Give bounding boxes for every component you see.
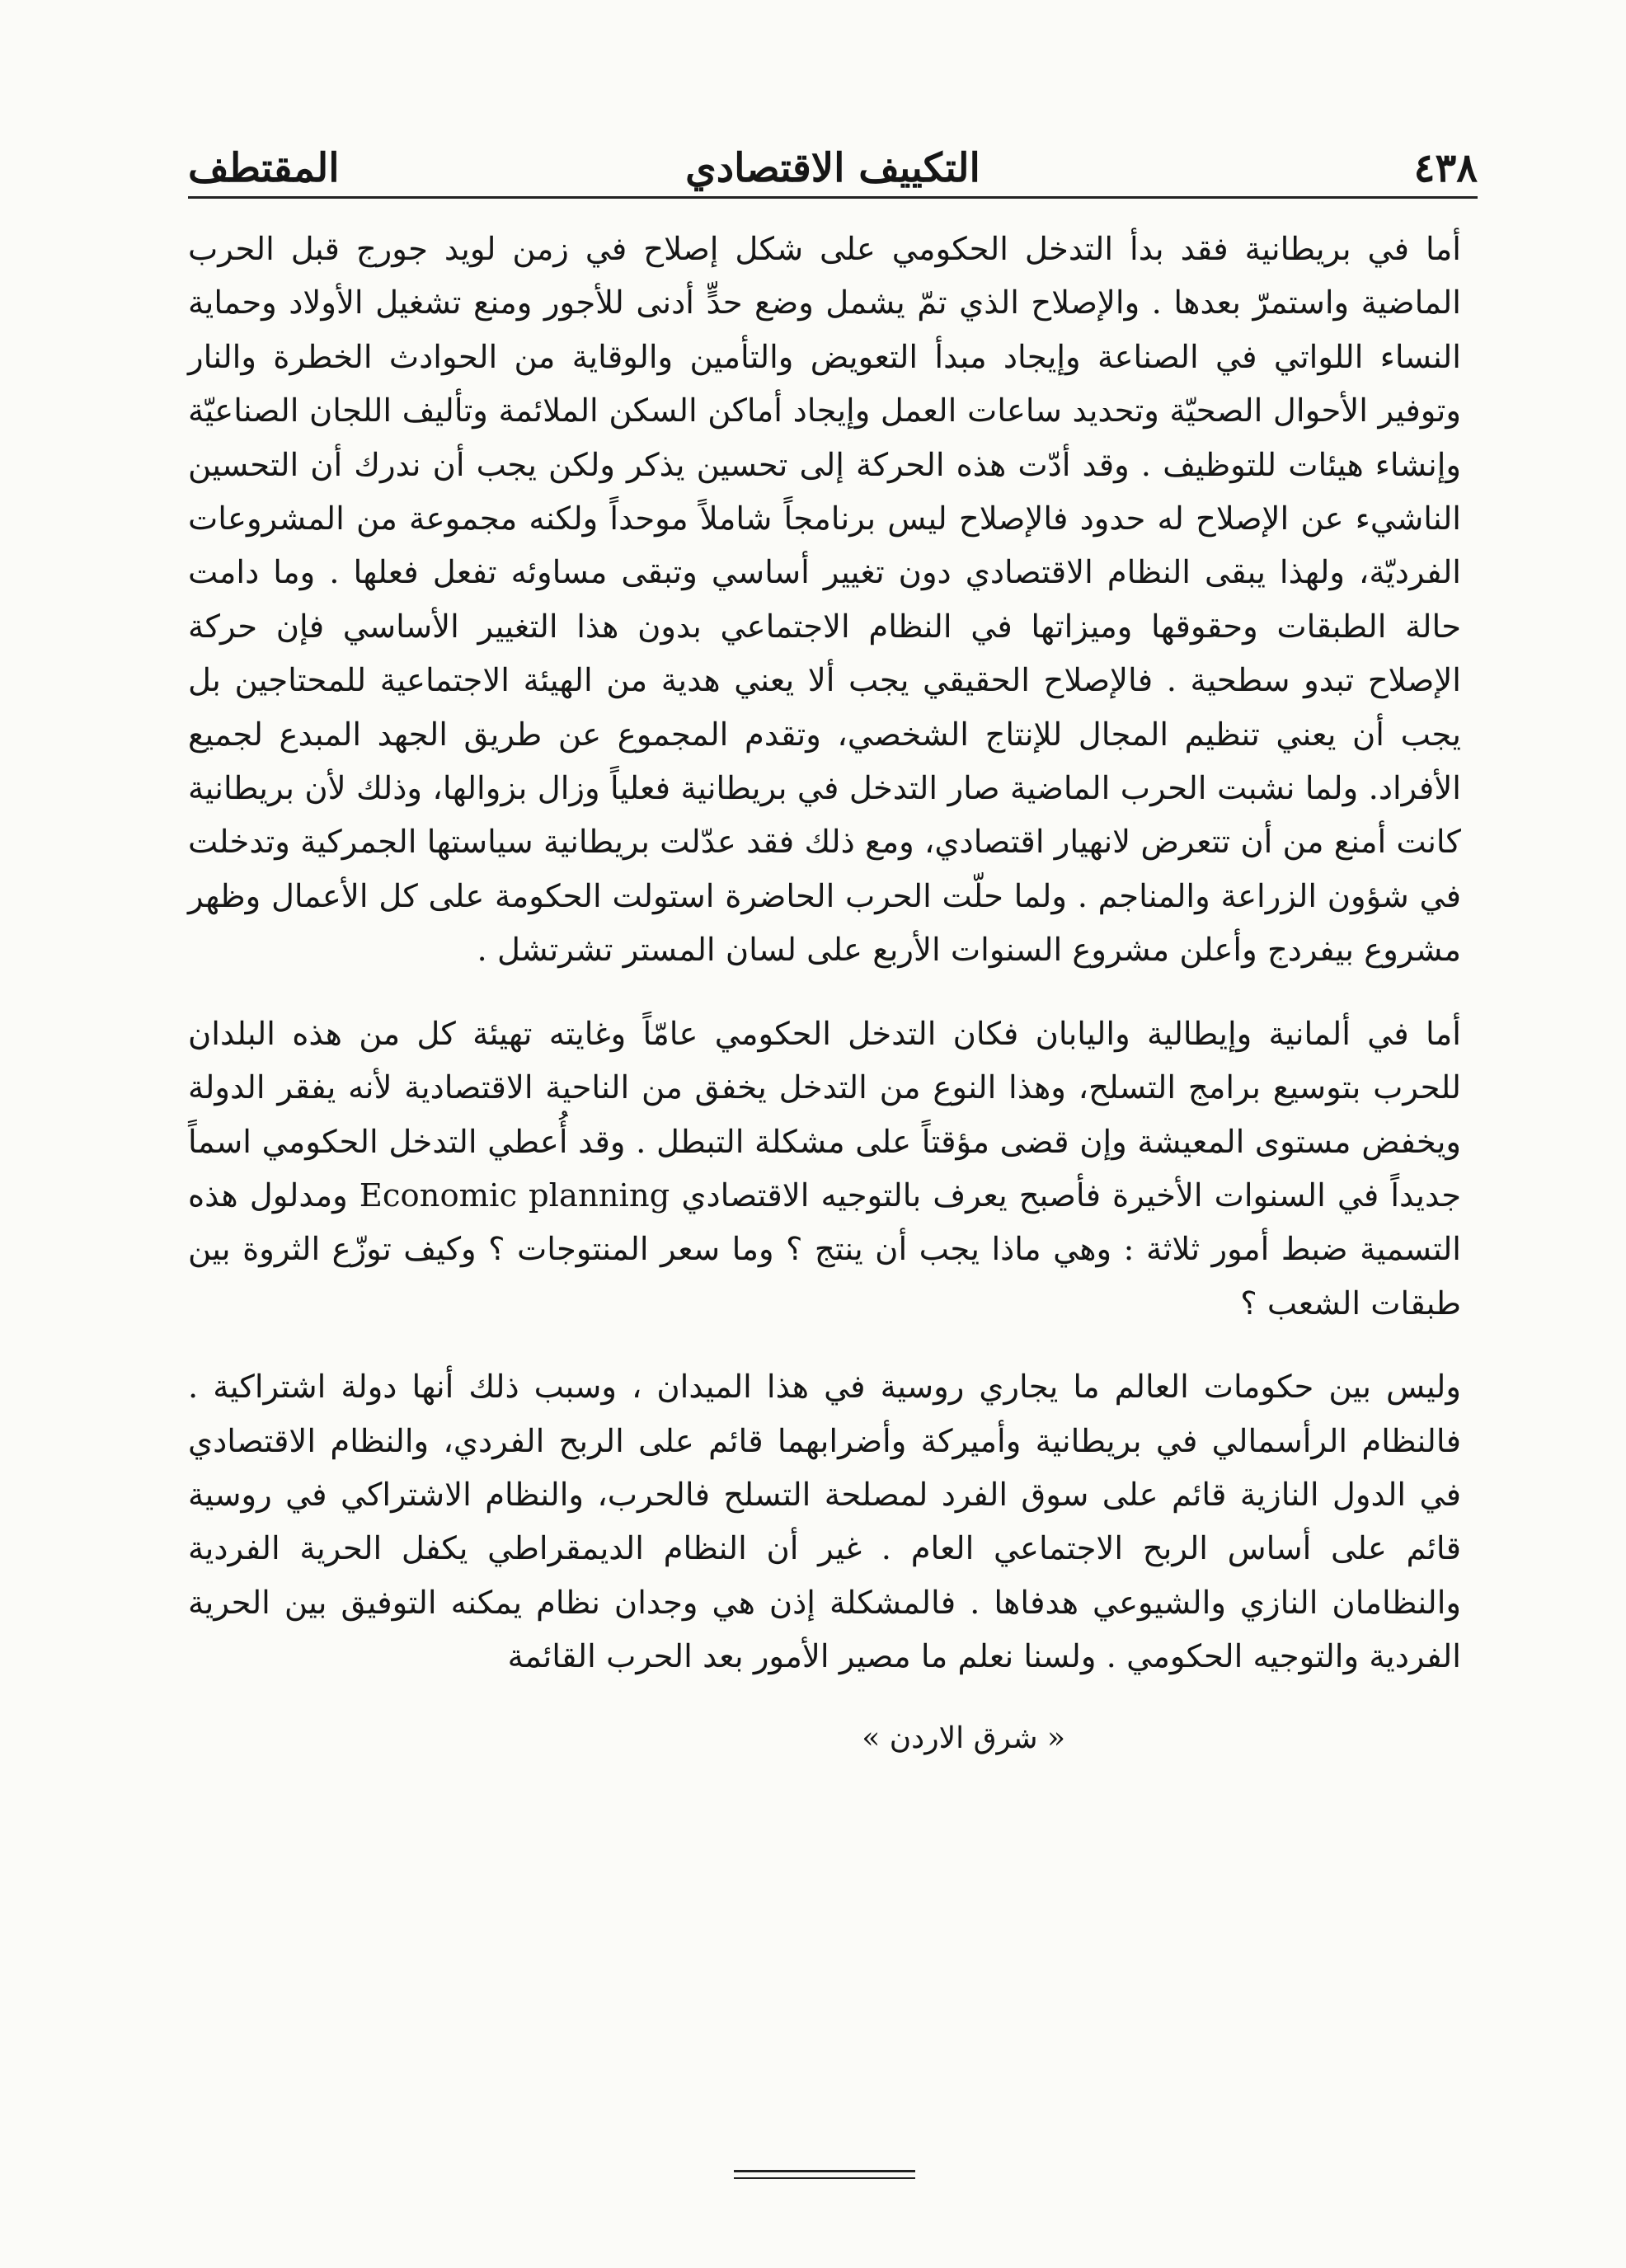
paragraph-text-after: ومدلول هذه التسمية ضبط أمور ثلاثة : وهي ماذا يجب أن ينتج ؟ وما سعر المنتوجات ؟ وكيف توزّع الثروة بين طبقات الشعب ؟	[188, 1176, 1461, 1322]
source-attribution: « شرق الاردن »	[862, 1721, 1065, 1755]
page-header	[188, 115, 1478, 198]
paragraph-axis-powers	[188, 1007, 1461, 1331]
paragraph-britain: أما في بريطانية فقد بدأ التدخل الحكومي على شكل إصلاح في زمن لويد جورج قبل الحرب الماضية واستمرّ بعدها . والإصلاح الذي تمّ يشمل وضع حدٍّ أدنى للأجور ومنع تشغيل الأولاد وحماية النساء اللواتي في الصناعة وإيجاد مبدأ التعويض والتأمين والوقاية من الحوادث الخطرة والنار وتوفير الأحوال الصحيّة وتحديد ساعات العمل وإيجاد أماكن السكن الملائمة وتأليف اللجان الصناعيّة وإنشاء هيئات للتوظيف . وقد أدّت هذه الحركة إلى تحسين يذكر ولكن يجب أن ندرك أن التحسين الناشيء عن الإصلاح له حدود فالإصلاح ليس برنامجاً شاملاً موحداً ولكنه مجموعة من المشروعات الفرديّة، ولهذا يبقى النظام الاقتصادي دون تغيير أساسي وتبقى مساوئه تفعل فعلها . وما دامت حالة الطبقات وحقوقها وميزاتها في النظام الاجتماعي بدون هذا التغيير الأساسي فإن حركة الإصلاح تبدو سطحية . فالإصلاح الحقيقي يجب ألا يعني هدية من الهيئة الاجتماعية للمحتاجين بل يجب أن يعني تنظيم المجال للإنتاج الشخصي، وتقدم المجموع عن طريق الجهد المبدع لجميع الأفراد. ولما نشبت الحرب الماضية صار التدخل في بريطانية فعلياً وزال بزوالها، وذلك لأن بريطانية كانت أمنع من أن تتعرض لانهيار اقتصادي، ومع ذلك فقد عدّلت بريطانية سياستها الجمركية وتدخلت في شؤون الزراعة والمناجم . ولما حلّت الحرب الحاضرة استولت الحكومة على كل الأعمال وظهر مشروع بيفردج وأعلن مشروع السنوات الأربع على لسان المستر تشرتشل .	[188, 231, 1461, 970]
page-number: ٤٣٨	[1413, 145, 1478, 191]
article-body	[188, 223, 1461, 1763]
journal-name: المقتطف	[188, 145, 340, 191]
header-rule	[188, 196, 1478, 199]
end-rule	[734, 2170, 915, 2179]
article-title: التكييف الاقتصادي	[685, 145, 980, 191]
paragraph-text-before: أما في ألمانية وإيطالية واليابان فكان التدخل الحكومي عامّاً وغايته تهيئة كل من هذه البلدان للحرب بتوسيع برامج التسلح، وهذا النوع من التدخل يخفق من الناحية الاقتصادية لأنه يفقر الدولة ويخفض مستوى المعيشة وإن قضى مؤقتاً على مشكلة التبطل . وقد أُعطي التدخل الحكومي اسماً جديداً في السنوات الأخيرة فأصبح يعرف بالتوجيه الاقتصادي	[188, 1015, 1461, 1214]
paragraph-russia: وليس بين حكومات العالم ما يجاري روسية في هذا الميدان ، وسبب ذلك أنها دولة اشتراكية . فالنظام الرأسمالي في بريطانية وأميركة وأضرابهما قائم على الربح الفردي، والنظام الاقتصادي في الدول النازية قائم على سوق الفرد لمصلحة التسلح فالحرب، والنظام الاشتراكي في روسية قائم على أساس الربح الاجتماعي العام . غير أن النظام الديمقراطي يكفل الحرية الفردية والنظامان النازي والشيوعي هدفاها . فالمشكلة إذن هي وجدان نظام يمكنه التوفيق بين الحرية الفردية والتوجيه الحكومي . ولسنا نعلم ما مصير الأمور بعد الحرب القائمة	[188, 1369, 1461, 1676]
english-term: Economic planning	[359, 1176, 670, 1214]
